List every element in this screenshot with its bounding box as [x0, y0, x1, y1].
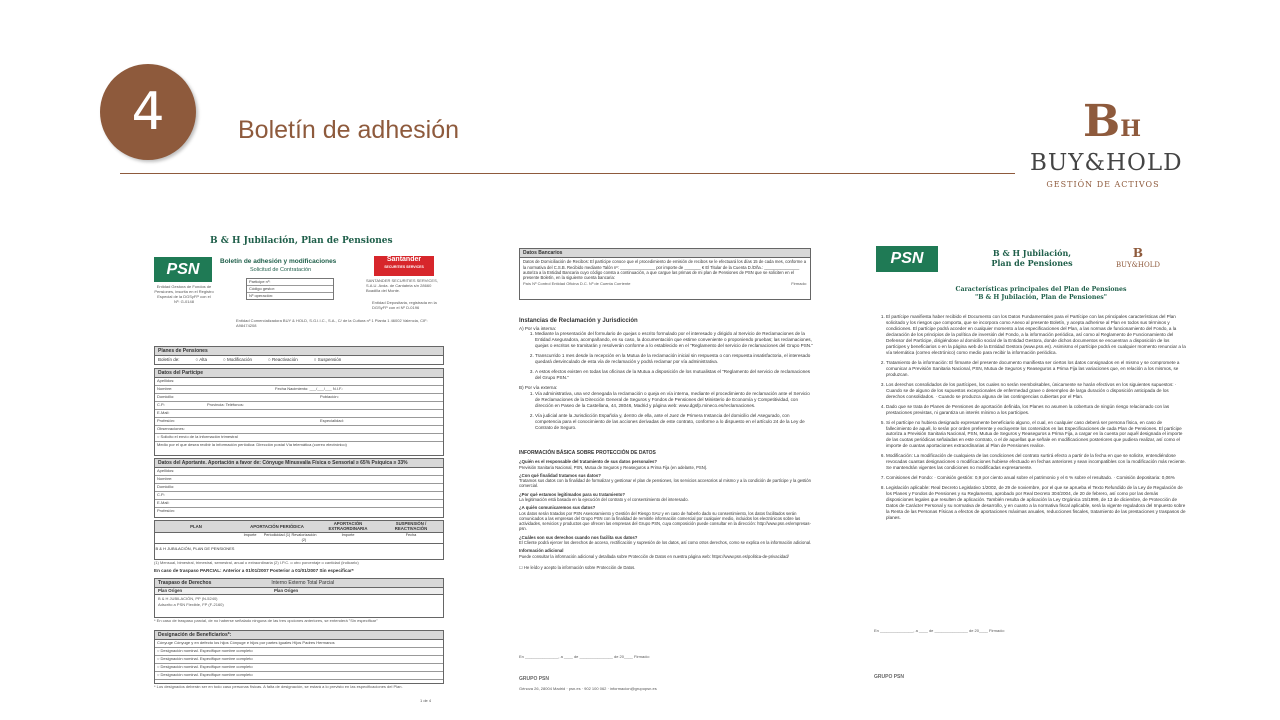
beneficiarios-note: * Los designados deberán ser en todo caso personas físicas. A falta de designación, se estará a lo previsto en las especificaciones del Plan.: [154, 684, 403, 689]
consent-checkbox[interactable]: ☐ He leído y acepto la información sobre Protección de Datos.: [519, 564, 636, 570]
datos-title: INFORMACIÓN BÁSICA SOBRE PROTECCIÓN DE DATOS: [519, 450, 656, 456]
caracteristica-item: 8. Legislación aplicable: Real Decreto Legislativo 1/2002, de 29 de noviembre, por el que se aprueba el Texto Refundido de la Ley de Regulación de los Planes y Fondos de Pensiones y su Reglamento, aprobado por Real Decreto 304/2004, de 20 de febrero, así como por las demás disposiciones legales que resulten de aplicación. También resulta de aplicación la Ley Orgánica 15/1999, de 13 de diciembre, de Protección de Datos de Carácter Personal y su normativa de desarrollo, y en cuanto a la normativa fiscal aplicable, será la vigente reguladora del Impuesto sobre la Renta de las Personas Físicas a efectos de aportaciones máximas anuales, reducciones fiscales, tratamiento de las prestaciones y traspasos de planes.: [886, 485, 1186, 521]
bank-firmado: Firmado:: [791, 281, 807, 287]
option-reactivacion[interactable]: ○ Reactivación: [268, 357, 298, 363]
grupo-psn-logo: GRUPO PSN: [519, 676, 550, 682]
cp-field[interactable]: C.P.: Provincia: Teléfonos:: [155, 402, 443, 410]
traspaso-note: * En caso de traspaso parcial, de no haberse señalado ninguna de las tres opciones anteriores, se entenderá "Sin especificar": [154, 618, 378, 623]
sign-line: En _______________, a ____ de _______________ de 20____ Firmado:: [519, 654, 650, 659]
designacion-line[interactable]: ○ Designación nominal. Especifique nombre completo: [155, 648, 443, 656]
slide-title: Boletín de adhesión: [238, 116, 460, 144]
caracteristica-item: 5. Si el partícipe no hubiera designado expresamente beneficiario alguno, el cual, en cualquier caso deberá ser persona física, en caso de fallecimiento de aquél, lo serán por orden preferente y excluyente los contenidos en las Especificaciones de cada Plan de Pensiones. El partícipe autoriza a Previsión Sanitaria Nacional, PSN, Mutua de Seguros y Reaseguros a Prima Fija, a cargar en la cuenta por aquél designada el importe de las cuotas periódicas señaladas en este contrato, o el de aquellas que señale en modificaciones posteriores que pudiera realizar, así como el importe de cuantas aportaciones extraordinarias al Plan de Pensiones realice.: [886, 420, 1186, 450]
bank-section: [519, 248, 811, 300]
aportante-cp[interactable]: C.P.:: [155, 492, 443, 500]
apellidos-field[interactable]: Apellidos:: [155, 378, 443, 386]
psn-logo: PSN: [154, 257, 212, 282]
form-page-3: [856, 232, 1186, 708]
caracteristicas-list: [872, 314, 1186, 525]
datos-question: ¿Con qué finalidad tratamos sus datos?: [519, 472, 601, 478]
proteccion-datos-block: [519, 450, 813, 570]
bank-header: Datos Bancarios: [520, 249, 810, 258]
form-page-2: [505, 232, 827, 708]
datos-answer: Los datos serán tratados por PSN Asesoramiento y Gestión del Riesgo SAU y en caso de haberlo dado su consentimiento, los datos facilitados serán comunicados a las empresas del Grupo PSN con la finalidad de remitirle información comercial por cualquier medio, incluidos los electrónicos sobre las actividades, servicios y productos que ofrecen las empresas del Grupo PSN, cuya composición puede consultar en la dirección: http://www.psn.es/empresas-psn.: [519, 510, 811, 532]
bank-text: Datos de Domiciliación de Recibos: El partícipe conoce que el procedimiento de emisión de recibos se le efectuará los días 15 de cada mes, conforme a la normativa del C.S.B. Recibido mediante Talón nº: _______________ por importe de _______ € El Titular de la Cuenta D./Dña.: _______________ autoriza a la Entidad Bancaria cuyo código consta a continuación, a que cargue las primas de mi plan de Pensiones de PSN que se soliciten en el presente Boletín, en la siguiente cuenta bancaria:: [523, 259, 807, 280]
aportante-email[interactable]: E-Mail:: [155, 500, 443, 508]
th-revalorizacion: Revalorización (2): [291, 533, 317, 543]
buyhold-logo-name: BUY&HOLD: [1030, 150, 1183, 176]
reclamacion-item: 1. Vía administrativa, una vez denegada la reclamación o queja en vía interna, mediante el procedimiento de reclamación ante el Servicio de Reclamaciones de la Dirección General de Seguros y Fondos de Pensiones del Ministerio de Economía y Competitividad, con dirección en Paseo de la Castellana, 44, 28046, Madrid y página web: www.dgsfp.mineco.es/reclamaciones.: [535, 391, 813, 409]
th-extraordinaria: APORTACIÓN EXTRAORDINARIA: [328, 521, 368, 532]
operacion-field: Nº operación:: [249, 293, 274, 298]
info-checkbox[interactable]: ○ Solicito el envío de la información trimestral: [155, 434, 443, 442]
participe-field: Participe nº:: [247, 279, 333, 286]
santander-logo: Santander SECURITIES SERVICES: [374, 256, 434, 276]
aportante-profesion[interactable]: Profesión:: [157, 508, 176, 514]
reclamacion-interna: A) Por vía interna:: [519, 325, 557, 331]
profesion-field[interactable]: Profesión: Especialidad:: [155, 418, 443, 426]
caracteristica-item: 3. Los derechos consolidados de los partícipes, los cuales no serán reembolsables, únicamente se harán efectivos en los siguientes supuestos: · Cuando se de alguno de los supuestos excepcionales de enfermedad grave o desempleo de larga duración o disposición anticipada de los derechos consolidados. · Cuando se produzca alguna de las contingencias cubiertas por el Plan.: [886, 382, 1186, 400]
page3-sign-line: En _______________, a ____ de _______________ de 20____ Firmado:: [874, 628, 1005, 633]
caracteristica-item: 2. Tratamiento de la información: El firmante del presente documento manifiesta ser ciertos los datos consignados en el mismo y se compromete a comunicar a Previsión Sanitaria Nacional, PSN, Mutua de Seguros y Reaseguros a Prima Fija las variaciones que, en relación a los mismos, se produzcan.: [886, 360, 1186, 378]
plan-option-label: Boletín de:: [158, 357, 180, 363]
datos-question: ¿A quién comunicaremos sus datos?: [519, 505, 596, 511]
participe-header: Datos del Partícipe: [155, 369, 443, 378]
caracteristica-item: 6. Modificación: La modificación de cualquiera de las condiciones del contrato surtirá efecto a partir de la fecha en que se solicite, entendiéndose revocadas cuantas designaciones o modificaciones hubiese efectuado en fechas anteriores y sean incompatibles con la modificación más reciente. Se mantendrán vigentes las condiciones no modificadas expresamente.: [886, 453, 1186, 471]
nombre-field[interactable]: Nombre: Fecha Nacimiento: ___/___/___ N.I.F.:: [155, 386, 443, 394]
title-divider: [120, 173, 1015, 174]
option-modificacion[interactable]: ○ Modificación: [223, 357, 252, 363]
traspaso-row-plan: B & H JUBILACIÓN, PP (N-5240): [158, 595, 218, 601]
comercializadora-note: Entidad Comercializadora BUY & HOLD, S.G.I.I.C., S.A., C/ de la Cultura nº 1 Planta 1 46002 Valencia, CIF: A98474208: [236, 318, 428, 328]
plan-destino-label: Plan Origen: [274, 588, 299, 594]
reclamacion-item: 3. A estos efectos existen en todas las oficinas de la Mutua a disposición de los mutualistas el "Reglamento del servicio de reclamaciones del Grupo PSN.": [535, 369, 813, 381]
th-fecha: Fecha: [405, 533, 417, 538]
page1-plan-title: B & H Jubilación, Plan de Pensiones: [210, 236, 393, 246]
datos-answer: La legitimación está basada en la ejecución del contrato y el consentimiento del interesado.: [519, 497, 689, 503]
aportante-domicilio[interactable]: Domicilio:: [155, 484, 443, 492]
traspaso-section: [154, 578, 444, 618]
form-subtitle: Solicitud de Contratación: [250, 267, 312, 273]
page-number: 1 de 4: [420, 698, 432, 703]
depositaria-reg-note: Entidad Depositaria, registrada en la DGSyFP con el Nº D-0196: [372, 300, 437, 310]
aportacion-table: [154, 520, 444, 560]
aportante-section: [154, 458, 444, 518]
gestora-note: Entidad Gestora de Fondos de Pensiones, inscrita en el Registro Especial de la DGSyFP con el Nº: G-0148: [154, 284, 214, 304]
caracteristica-item: 1. El partícipe manifiesta haber recibido el Documento con los Datos Fundamentales para el Partícipe con las principales características del Plan solicitado y los riesgos que comporta, que se incorpora como Anexo al presente Boletín, y acepta adherirse al Plan en todos sus términos y condiciones. El partícipe podrá acceder en cualquier momento a las especificaciones del Plan, a las normas de funcionamiento del Fondo, a la declaración de los principios de la política de inversión del Fondo, a la información periódica, así como al Reglamento de Funcionamiento del Defensor del Partícipe, dirigiéndose al domicilio social de la Entidad Gestora, donde dichos documentos se encuentran a disposición de los partícipes y beneficiarios o en la página web de la Entidad Gestora (www.psn.es). Asimismo el partícipe podrá en cualquier momento renunciar a la vía telemática (correo electrónico) como medio para recibir la información periódica.: [886, 314, 1186, 356]
datos-question: ¿Cuáles son sus derechos cuando nos facilita sus datos?: [519, 534, 638, 540]
designacion-line[interactable]: ○ Designación nominal. Especifique nombre completo: [155, 656, 443, 664]
th-importe-extra: Importe: [341, 533, 355, 538]
reclamacion-item: 1. Mediante la presentación del formulario de quejas o escrito formulado por el interesado y dirigido al Servicio de Reclamaciones de la Entidad Aseguradora, acompañando, en su caso, la documentación que estime conveniente o proponiendo pruebas; las reclamaciones, quejas o escritos se tramitarán y resolverán conforme a lo establecido en el "Reglamento del servicio de reclamaciones del Grupo PSN.": [535, 331, 813, 349]
footer-address: Génova 26, 28004 Madrid · psn.es · 902 100 062 · informacion@grupopsn.es: [519, 686, 657, 691]
th-periodicidad: Periodicidad (1): [263, 533, 291, 538]
datos-answer: Puede consultar la información adicional y detallada sobre Protección de Datos en nuestra página web: https://www.psn.es/politica-de-privacidad/: [519, 553, 789, 559]
reference-fields: [246, 278, 334, 300]
page3-plan-title: B & H Jubilación, Plan de Pensiones: [991, 248, 1073, 268]
gestor-field: Código gestor:: [247, 286, 333, 293]
participe-section: [154, 368, 444, 456]
reclamacion-item: 2. Transcurrido 1 mes desde la recepción en la Mutua de la reclamación inicial sin respuesta o con respuesta insatisfactoria, el interesado quedará desvinculado de esta vía de reclamación y podrá reclamar por vía administrativa.: [535, 353, 813, 365]
designacion-line[interactable]: ○ Designación nominal. Especifique nombre completo: [155, 664, 443, 672]
beneficiarios-header: Designación de Beneficiarios*:: [155, 631, 443, 640]
datos-answer: Previsión Sanitaria Nacional, PSN, Mutua de Seguros y Reaseguros a Prima Fija (en adelante, PSN).: [519, 464, 708, 470]
caracteristica-item: 7. Comisiones del Fondo: · Comisión gestión: 0,9 por ciento anual sobre el patrimonio y el 6 % sobre el resultado. · Comisión depositaria: 0,06%: [886, 475, 1186, 481]
domicilio-field[interactable]: Domicilio: Población:: [155, 394, 443, 402]
traspaso-row-fondo: Adscrito a PSN Flexible, FP (F-2160): [158, 601, 224, 607]
plan-options: [155, 356, 443, 364]
footnote-periodicidad: (1) Mensual, bimestral, trimestral, semestral, anual o extraordinaria (2) I.P.C. o otro porcentaje o cantidad (indicarlo): [154, 560, 359, 565]
aportante-nombre[interactable]: Nombre:: [155, 476, 443, 484]
email-field[interactable]: E-Mail:: [155, 410, 443, 418]
info-means[interactable]: Medio por el que desea recibir la información periódica: Dirección postal Vía telemática (correo electrónico): [157, 442, 347, 448]
th-importe: Importe: [243, 533, 257, 538]
reclamacion-item: 2. Vía judicial ante la Jurisdicción Española y, dentro de ella, ante el Juez de Primera Instancia del domicilio del Asegurado, con competencia para el conocimiento de las acciones derivadas de este contrato, conforme a lo dispuesto en el artículo 24 de la Ley de Contrato de Seguro.: [535, 413, 813, 431]
plan-section: [154, 346, 444, 365]
buyhold-logo-mark: BH: [1083, 96, 1141, 147]
datos-question: ¿Por qué estamos legitimados para su tratamiento?: [519, 491, 626, 497]
datos-answer: El Cliente podrá ejercer los derechos de acceso, rectificación y supresión de los datos, así como otros derechos, como se explica en la información adicional.: [519, 540, 812, 546]
datos-question: Información adicional: [519, 548, 564, 554]
aportante-header: Datos del Aportante. Aportación a favor de: Cónyuge Minusvalía Física o Sensorial ≥ 65% Psíquica ≥ 33%: [155, 459, 443, 468]
th-plan: PLAN: [190, 524, 202, 529]
datos-answer: Tratamos sus datos con la finalidad de formalizar y gestionar el plan de pensiones, los servicios accesorios al mismo y a la condición de partícipe y la gestión comercial.: [519, 478, 811, 489]
aportante-apellidos[interactable]: Apellidos:: [155, 468, 443, 476]
form-title: Boletín de adhesión y modificaciones: [220, 258, 337, 265]
beneficiarios-section: [154, 630, 444, 684]
plan-origen-label: Plan Origen: [158, 588, 183, 594]
traspaso-parcial[interactable]: En caso de traspaso PARCIAL: Anterior a 01/01/2007 Posterior a 01/01/2007 Sin especificar*: [154, 568, 354, 573]
beneficiarios-options[interactable]: Cónyuge Cónyuge y en defecto los hijos Cónyuge e hijos por partes iguales Hijos Padres Hermanos: [155, 640, 443, 648]
section-number-badge: 4: [100, 64, 196, 160]
depositaria-note: SANTANDER SECURITIES SERVICES, S.A.U. Avda. de Cantabria s/n 28660 Boadilla del Monte.: [366, 278, 438, 293]
designacion-line[interactable]: ○ Designación nominal. Especifique nombre completo: [155, 672, 443, 680]
caracteristica-item: 4. Dado que se trata de Planes de Pensiones de aportación definida, los Planes no asumen la cobertura de ningún riesgo relacionado con las prestaciones previstas, ni garantiza un interés mínimo a los partícipes.: [886, 404, 1186, 416]
option-suspension[interactable]: ○ Suspensión: [313, 357, 342, 363]
observaciones-field[interactable]: Observaciones:: [155, 426, 443, 434]
form-page-1: [150, 232, 450, 708]
bank-columns: País Nº Control Entidad Oficina D.C. Nº de Cuenta Corriente: [523, 281, 631, 287]
datos-question: ¿Quién es el responsable del tratamiento de sus datos personales?: [519, 459, 658, 465]
reclamacion-title: Instancias de Reclamación y Jurisdicción: [519, 318, 638, 324]
traspaso-header: Traspaso de Derechos Interno Externo Total Parcial: [155, 579, 443, 588]
page3-buyhold-logo: B BUY&HOLD: [1116, 246, 1160, 269]
th-suspension: SUSPENSIÓN / REACTIVACIÓN: [394, 521, 428, 532]
caracteristicas-heading: Características principales del Plan de Pensiones "B & H Jubilación, Plan de Pensiones": [955, 286, 1127, 301]
th-periodica: APORTACIÓN PERIÓDICA: [250, 524, 304, 529]
plan-section-header: Planes de Pensiones: [155, 347, 443, 356]
reclamacion-block: [519, 318, 813, 435]
option-alta[interactable]: ○ Alta: [195, 357, 208, 363]
buyhold-logo-subtitle: GESTIÓN DE ACTIVOS: [1046, 180, 1160, 189]
table-row: B & H JUBILACIÓN, PLAN DE PENSIONES: [155, 545, 235, 551]
page3-grupo-logo: GRUPO PSN: [874, 674, 905, 680]
psn-logo-p3: PSN: [876, 246, 938, 272]
reclamacion-externa: B) Por vía externa:: [519, 385, 558, 391]
